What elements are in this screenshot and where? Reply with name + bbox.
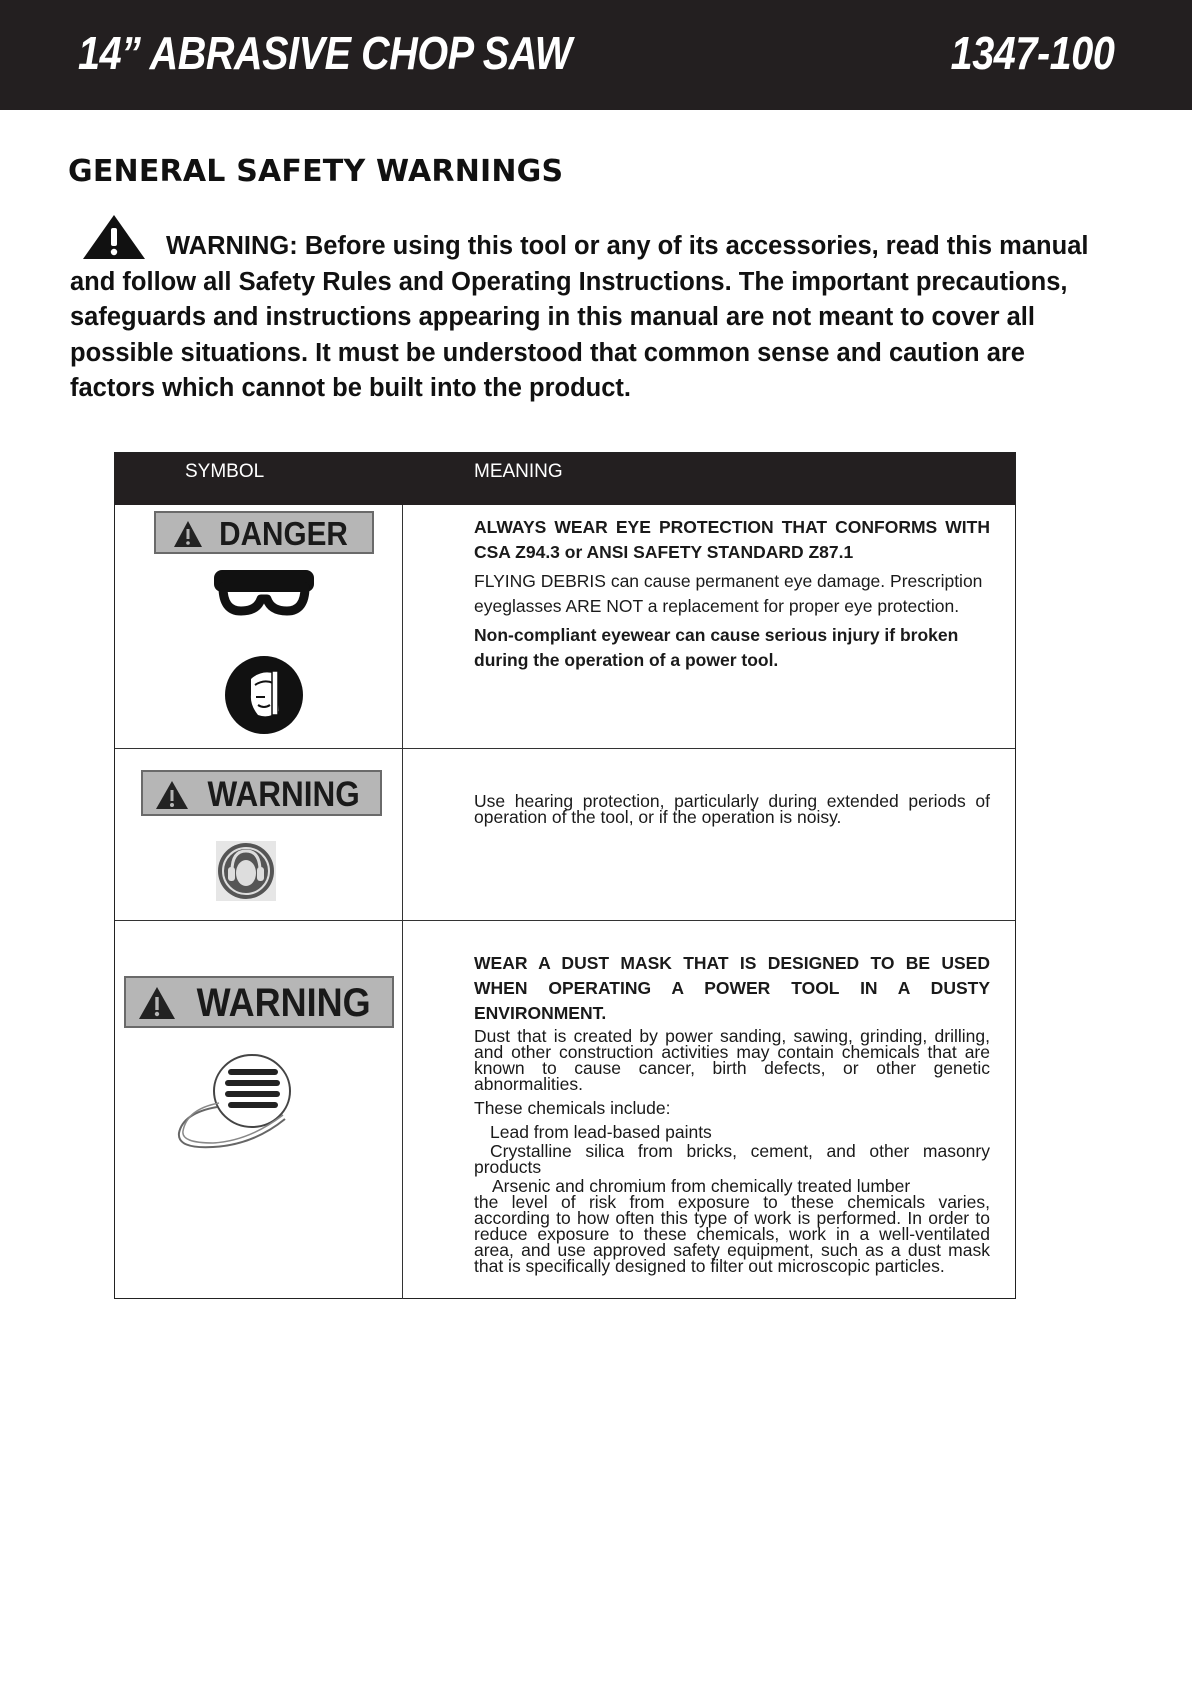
warning-sign: WARNING xyxy=(124,976,394,1028)
meaning-cell xyxy=(474,515,990,673)
alert-triangle-icon xyxy=(155,780,189,810)
meaning-body: Dust that is created by power sanding, sawing, grinding, drilling, and other construction activities may contain chemicals that are known to cause cancer, birth defects, or other genetic abnormalities. xyxy=(474,1026,990,1094)
meaning-heading: ALWAYS WEAR EYE PROTECTION THAT CONFORMS WITH CSA Z94.3 or ANSI SAFETY STANDARD Z87.1 xyxy=(474,517,990,562)
lead-term: FLYING DEBRIS xyxy=(474,571,606,591)
safety-goggles-icon xyxy=(211,567,317,617)
table-row xyxy=(115,505,1015,748)
warning-text: Before using this tool or any of its accessories, read this manual and follow all Safety Rules and Operating Instructions. The important precautions, safeguards and instructions appearing in this manual are not meant to cover all possible situations. It must be understood that common sense and caution are factors which cannot be built into the product. xyxy=(70,232,1089,402)
list-item: Lead from lead-based paints xyxy=(490,1122,712,1142)
header-symbol: SYMBOL xyxy=(185,461,265,482)
dust-mask-icon xyxy=(173,1051,303,1156)
warning-label: WARNING: xyxy=(166,232,298,260)
symbol-table xyxy=(114,452,1016,1299)
warning-sign: WARNING xyxy=(141,770,382,816)
table-row xyxy=(115,920,1015,1299)
table-header xyxy=(115,453,1015,505)
list-intro: These chemicals include: xyxy=(474,1098,671,1118)
meaning-cell xyxy=(474,793,990,825)
warning-intro xyxy=(70,214,1110,407)
model-number: 1347-100 xyxy=(950,27,1114,79)
meaning-body: FLYING DEBRIS can cause permanent eye damage. Prescription eyeglasses ARE NOT a replacement for proper eye protection. xyxy=(474,571,983,616)
product-title: 14” ABRASIVE CHOP SAW xyxy=(78,27,572,79)
list-item: Crystalline silica from bricks, cement, and other masonry products xyxy=(474,1141,990,1177)
meaning-body: Use hearing protection, particularly during extended periods of operation of the tool, or if the operation is noisy. xyxy=(474,791,990,827)
section-heading: GENERAL SAFETY WARNINGS xyxy=(68,154,564,189)
face-shield-icon xyxy=(224,655,304,735)
danger-sign: DANGER xyxy=(154,511,374,554)
alert-triangle-icon xyxy=(173,520,203,548)
meaning-heading: WEAR A DUST MASK THAT IS DESIGNED TO BE USED WHEN OPERATING A POWER TOOL IN A DUSTY ENVIRONMENT. xyxy=(474,953,990,1023)
alert-triangle-icon xyxy=(138,986,176,1020)
table-row xyxy=(115,748,1015,921)
header-meaning: MEANING xyxy=(474,461,563,482)
header-bar xyxy=(0,0,1192,110)
meaning-footer: Non-compliant eyewear can cause serious injury if broken during the operation of a power tool. xyxy=(474,625,959,670)
hearing-protection-icon xyxy=(216,841,276,901)
meaning-cell xyxy=(474,951,990,1274)
closing-text: the level of risk from exposure to these chemicals varies, according to how often this type of work is performed. In order to reduce exposure to these chemicals, work in a well-ventilated area, and use approved safety equipment, such as a dust mask that is specifically designed to filter out microscopic particles. xyxy=(474,1192,990,1276)
list-item: Arsenic and chromium from chemically treated lumber xyxy=(492,1176,911,1196)
warning-triangle-icon xyxy=(82,214,146,260)
